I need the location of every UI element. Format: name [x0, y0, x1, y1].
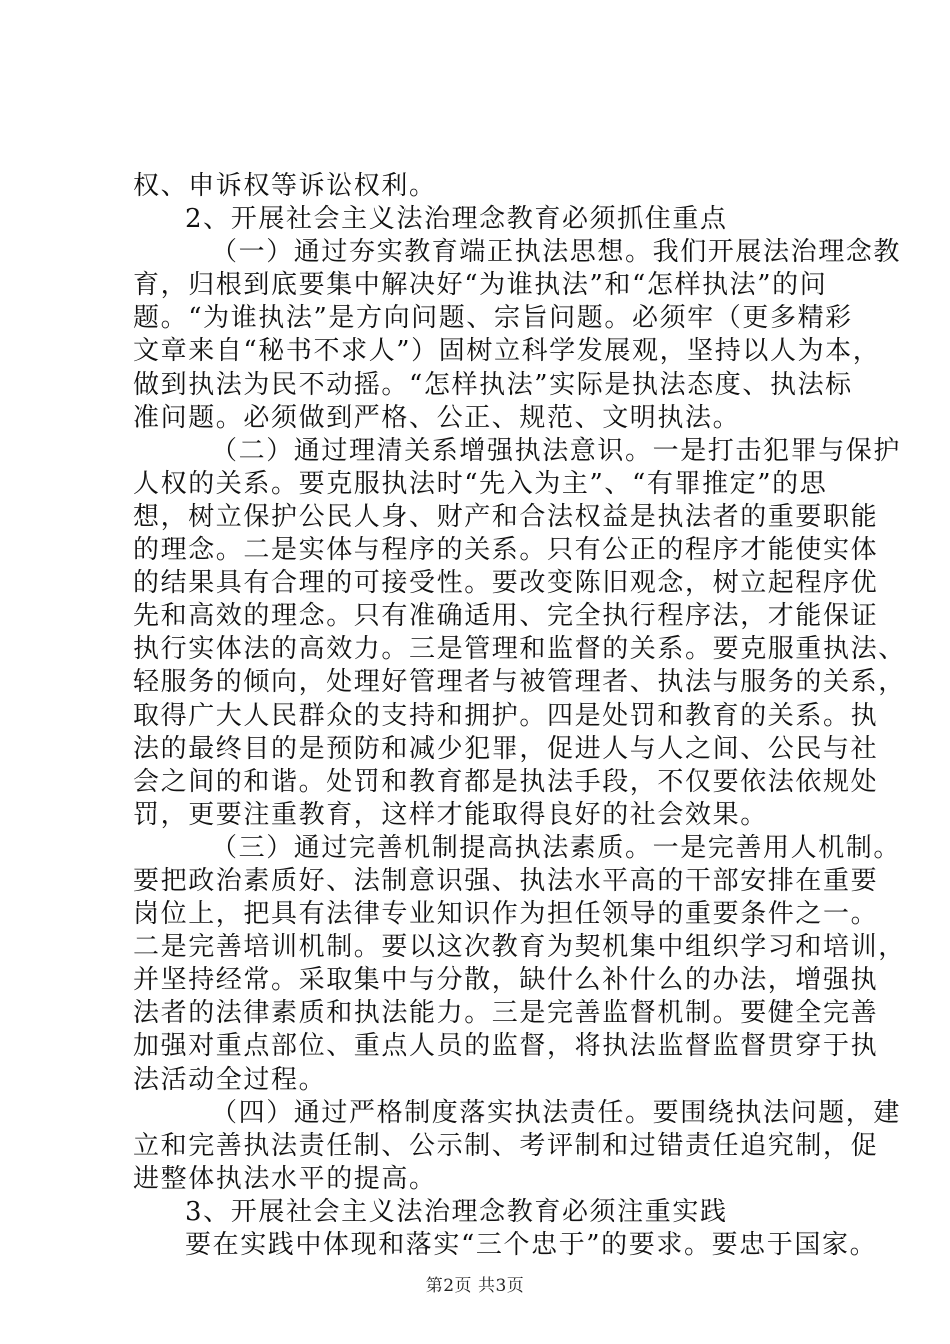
paragraph-2-line-12: 罚，更要注重教育，这样才能取得良好的社会效果。	[133, 799, 768, 830]
text-line-1: 权、申诉权等诉讼权利。	[133, 171, 437, 201]
paragraph-4-line-1: （四）通过严格制度落实执法责任。要围绕执法问题，建	[211, 1097, 902, 1128]
paragraph-2-line-3: 想，树立保护公民人身、财产和合法权益是执法者的重要职能	[133, 501, 879, 532]
document-body	[133, 170, 906, 1262]
paragraph-3-line-3: 岗位上，把具有法律专业知识作为担任领导的重要条件之一。	[133, 899, 879, 930]
paragraph-1-line-2: 育，归根到底要集中解决好“为谁执法”和“怎样执法”的问	[133, 270, 828, 301]
paragraph-2-line-6: 先和高效的理念。只有准确适用、完全执行程序法，才能保证	[133, 601, 879, 632]
paragraph-3-line-8: 法活动全过程。	[133, 1064, 327, 1095]
paragraph-2-line-5: 的结果具有合理的可接受性。要改变陈旧观念，树立起程序优	[133, 568, 879, 599]
paragraph-1-line-1: （一）通过夯实教育端正执法思想。我们开展法治理念教	[211, 237, 902, 268]
paragraph-2-line-1: （二）通过理清关系增强执法意识。一是打击犯罪与保护	[211, 435, 902, 466]
paragraph-3-line-5: 并坚持经常。采取集中与分散，缺什么补什么的办法，增强执	[133, 965, 879, 996]
paragraph-2-line-4: 的理念。二是实体与程序的关系。只有公正的程序才能使实体	[133, 535, 879, 566]
paragraph-1-line-5: 做到执法为民不动摇。“怎样执法”实际是执法态度、执法标	[133, 369, 853, 400]
paragraph-3-line-6: 法者的法律素质和执法能力。三是完善监督机制。要健全完善	[133, 998, 879, 1029]
paragraph-2-line-11: 会之间的和谐。处罚和教育都是执法手段，不仅要依法依规处	[133, 766, 879, 797]
paragraph-1-line-6: 准问题。必须做到严格、公正、规范、文明执法。	[133, 402, 741, 433]
paragraph-2-line-2: 人权的关系。要克服执法时“先入为主”、“有罪推定”的思	[133, 468, 828, 499]
paragraph-3-line-1: （三）通过完善机制提高执法素质。一是完善用人机制。	[211, 832, 902, 863]
page-number-footer: 第2页 共3页	[425, 1276, 525, 1296]
paragraph-2-line-8: 轻服务的倾向，处理好管理者与被管理者、执法与服务的关系，	[133, 667, 906, 698]
paragraph-5-line-1: 要在实践中体现和落实“三个忠于”的要求。要忠于国家。	[185, 1230, 878, 1260]
paragraph-3-line-2: 要把政治素质好、法制意识强、执法水平高的干部安排在重要	[133, 865, 879, 896]
paragraph-4-line-3: 进整体执法水平的提高。	[133, 1163, 437, 1194]
heading-3-line: 3、开展社会主义法治理念教育必须注重实践	[185, 1196, 728, 1227]
paragraph-2-line-7: 执行实体法的高效力。三是管理和监督的关系。要克服重执法、	[133, 634, 906, 665]
paragraph-3-line-4: 二是完善培训机制。要以这次教育为契机集中组织学习和培训，	[133, 932, 906, 963]
paragraph-2-line-9: 取得广大人民群众的支持和拥护。四是处罚和教育的关系。执	[133, 700, 879, 731]
paragraph-2-line-10: 法的最终目的是预防和减少犯罪，促进人与人之间、公民与社	[133, 733, 879, 764]
heading-2-line: 2、开展社会主义法治理念教育必须抓住重点	[185, 204, 728, 235]
paragraph-1-line-3: 题。“为谁执法”是方向问题、宗旨问题。必须牢（更多精彩	[133, 303, 853, 334]
paragraph-3-line-7: 加强对重点部位、重点人员的监督，将执法监督监督贯穿于执	[133, 1031, 879, 1062]
paragraph-1-line-4: 文章来自“秘书不求人”）固树立科学发展观，坚持以人为本，	[133, 336, 881, 367]
paragraph-4-line-2: 立和完善执法责任制、公示制、考评制和过错责任追究制，促	[133, 1130, 879, 1161]
